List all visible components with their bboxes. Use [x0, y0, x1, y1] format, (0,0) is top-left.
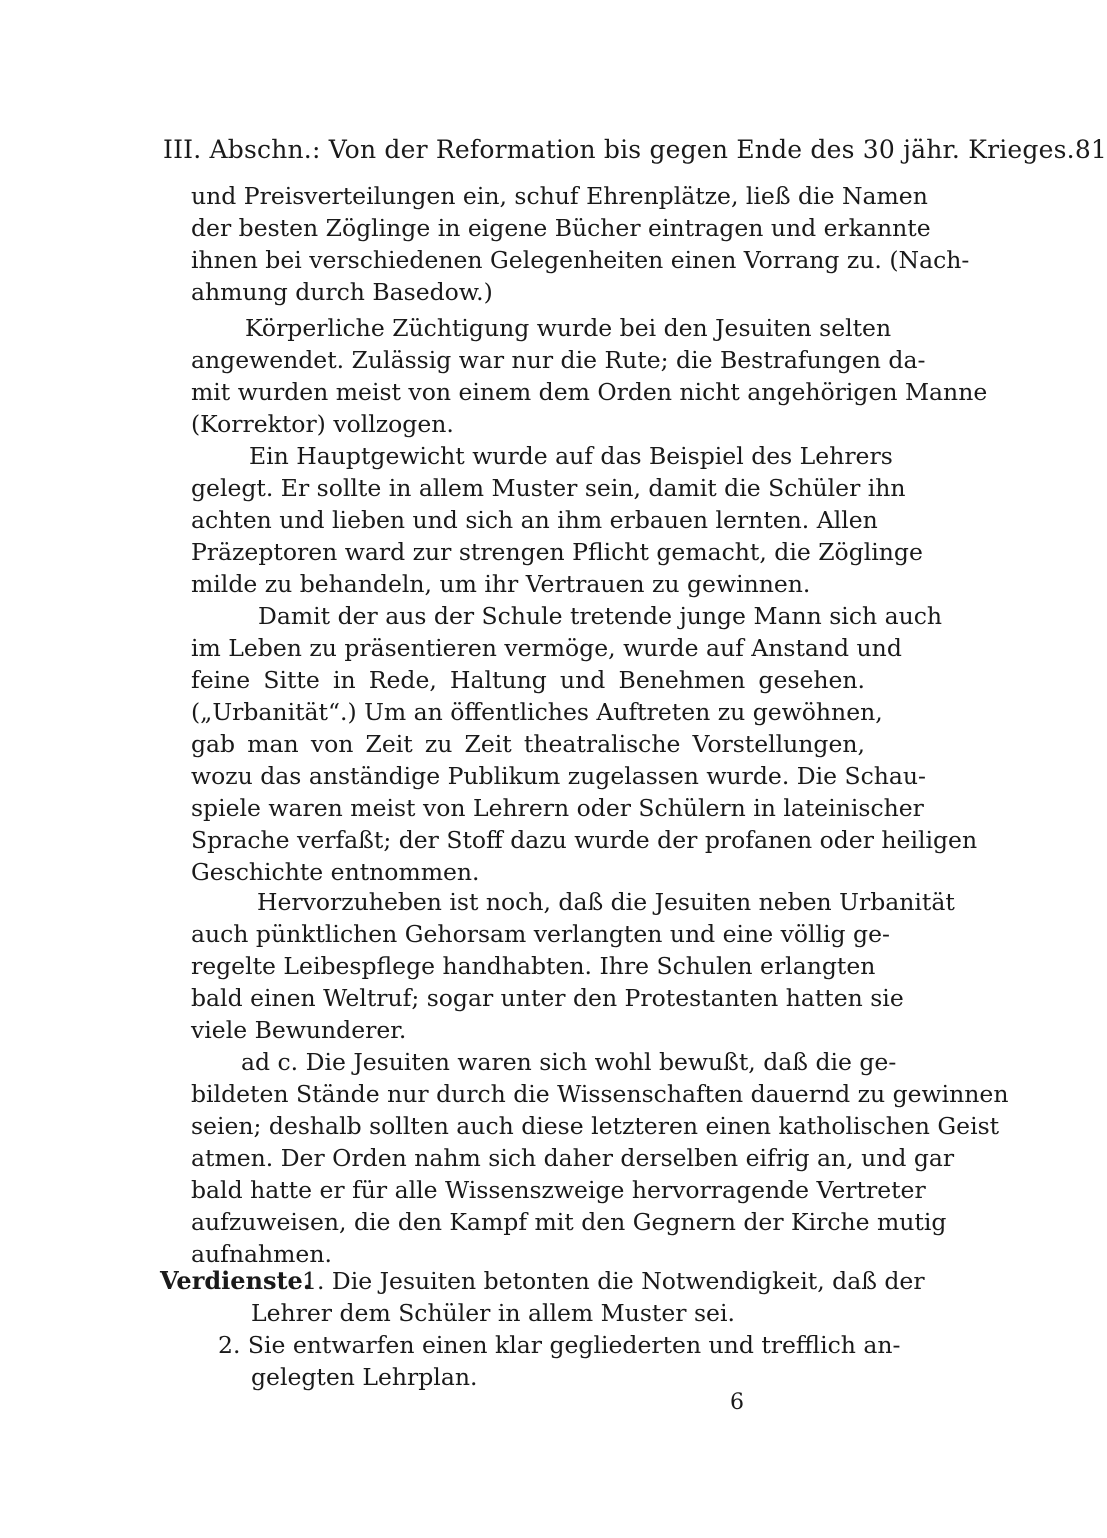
running-head-title: III. Abschn.: Von der Reformation bis gegen Ende des 30 jähr. Krieges.	[163, 135, 1075, 164]
text-line: Präzeptoren ward zur strengen Pflicht gemacht, die Zöglinge	[191, 538, 923, 566]
text-line: atmen. Der Orden nahm sich daher derselben eifrig an, und gar	[191, 1144, 955, 1172]
text-line: feine Sitte in Rede, Haltung und Benehmen gesehen.	[191, 666, 865, 694]
text-line: Ein Hauptgewicht wurde auf das Beispiel des Lehrers	[249, 442, 893, 470]
text-line: und Preisverteilungen ein, schuf Ehrenplätze, ließ die Namen	[191, 182, 928, 210]
text-line: Sprache verfaßt; der Stoff dazu wurde der profanen oder heiligen	[191, 826, 978, 854]
text-line: milde zu behandeln, um ihr Vertrauen zu gewinnen.	[191, 570, 811, 598]
text-line: regelte Leibespflege handhabten. Ihre Schulen erlangten	[191, 952, 876, 980]
text-line: bald hatte er für alle Wissenszweige hervorragende Vertreter	[191, 1176, 926, 1204]
text-line: viele Bewunderer.	[191, 1016, 407, 1044]
merits-item-line: 1. Die Jesuiten betonten die Notwendigkeit, daß der	[302, 1267, 925, 1295]
text-line: im Leben zu präsentieren vermöge, wurde auf Anstand und	[191, 634, 902, 662]
text-line: der besten Zöglinge in eigene Bücher eintragen und erkannte	[191, 214, 931, 242]
merits-item-line: 2. Sie entwarfen einen klar gegliederten und trefflich an-	[218, 1331, 901, 1359]
text-line: angewendet. Zulässig war nur die Rute; die Bestrafungen da-	[191, 346, 926, 374]
text-line: mit wurden meist von einem dem Orden nicht angehörigen Manne	[191, 378, 988, 406]
marginal-heading-verdienste: Verdienste.	[160, 1266, 312, 1295]
page-number: 81	[1074, 135, 1107, 164]
signature-mark: 6	[730, 1390, 744, 1415]
running-head	[163, 128, 1107, 172]
merits-item-line: Lehrer dem Schüler in allem Muster sei.	[251, 1299, 735, 1327]
text-line: gab man von Zeit zu Zeit theatralische Vorstellungen,	[191, 730, 865, 758]
text-line: auch pünktlichen Gehorsam verlangten und eine völlig ge-	[191, 920, 890, 948]
text-line: aufzuweisen, die den Kampf mit den Gegnern der Kirche mutig	[191, 1208, 947, 1236]
text-line: bildeten Stände nur durch die Wissenschaften dauernd zu gewinnen	[191, 1080, 1009, 1108]
text-line: wozu das anständige Publikum zugelassen wurde. Die Schau-	[191, 762, 926, 790]
text-line: Körperliche Züchtigung wurde bei den Jesuiten selten	[245, 314, 892, 342]
text-line: aufnahmen.	[191, 1240, 332, 1268]
text-line: ihnen bei verschiedenen Gelegenheiten einen Vorrang zu. (Nach-	[191, 246, 970, 274]
text-line: („Urbanität“.) Um an öffentliches Auftreten zu gewöhnen,	[191, 698, 883, 726]
text-line: Hervorzuheben ist noch, daß die Jesuiten neben Urbanität	[257, 888, 955, 916]
text-line: bald einen Weltruf; sogar unter den Protestanten hatten sie	[191, 984, 904, 1012]
text-line: seien; deshalb sollten auch diese letzteren einen katholischen Geist	[191, 1112, 1000, 1140]
text-line: gelegt. Er sollte in allem Muster sein, damit die Schüler ihn	[191, 474, 906, 502]
text-line: ad c. Die Jesuiten waren sich wohl bewußt, daß die ge-	[241, 1048, 897, 1076]
text-line: (Korrektor) vollzogen.	[191, 410, 454, 438]
merits-item-line: gelegten Lehrplan.	[251, 1363, 478, 1391]
text-line: spiele waren meist von Lehrern oder Schülern in lateinischer	[191, 794, 924, 822]
text-line: Geschichte entnommen.	[191, 858, 480, 886]
text-line: ahmung durch Basedow.)	[191, 278, 493, 306]
text-line: achten und lieben und sich an ihm erbauen lernten. Allen	[191, 506, 878, 534]
text-line: Damit der aus der Schule tretende junge Mann sich auch	[258, 602, 943, 630]
